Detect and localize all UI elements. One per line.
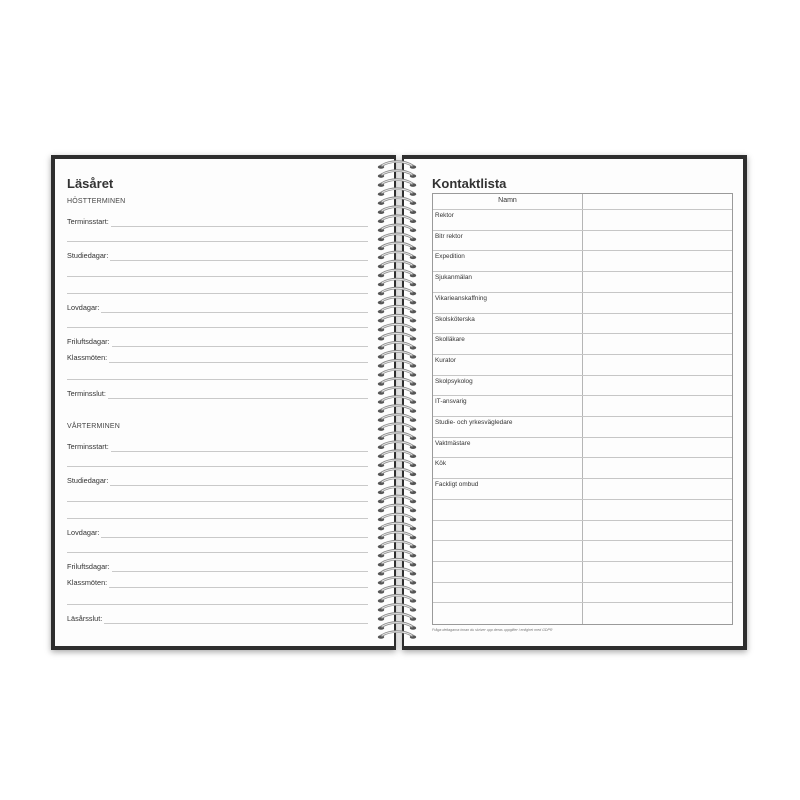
- field-label: Terminsstart:: [67, 442, 109, 451]
- field-label: Terminsslut:: [67, 389, 106, 398]
- field-label: Klassmöten:: [67, 353, 108, 362]
- field-label: Lovdagar:: [67, 528, 100, 537]
- contact-row-label: Skolpsykolog: [435, 377, 473, 385]
- contact-table: [432, 193, 733, 625]
- write-line: [67, 276, 368, 277]
- write-line: [110, 260, 368, 261]
- write-line: [112, 571, 368, 572]
- row-divider: [433, 437, 732, 438]
- write-line: [104, 623, 368, 624]
- contact-row-label: Skolläkare: [435, 336, 465, 344]
- row-divider: [433, 520, 732, 521]
- header-divider: [433, 209, 732, 210]
- contact-list-title: Kontaktlista: [432, 176, 507, 191]
- contact-row-label: Bitr rektor: [435, 232, 463, 240]
- row-divider: [433, 457, 732, 458]
- write-line: [67, 552, 368, 553]
- row-divider: [433, 354, 732, 355]
- row-divider: [433, 333, 732, 334]
- gdpr-footnote: Fråga deltagarna innan du skriver upp deras uppgifter i enlighet med GDPR: [432, 628, 553, 632]
- write-line: [101, 312, 368, 313]
- row-divider: [433, 375, 732, 376]
- row-divider: [433, 292, 732, 293]
- row-divider: [433, 250, 732, 251]
- write-line: [67, 327, 368, 328]
- row-divider: [433, 271, 732, 272]
- row-divider: [433, 416, 732, 417]
- write-line: [110, 485, 368, 486]
- row-divider: [433, 395, 732, 396]
- contact-row-label: Skolsköterska: [435, 315, 475, 323]
- field-label: Lovdagar:: [67, 303, 100, 312]
- section-heading-autumn: HÖSTTERMINEN: [67, 198, 126, 205]
- row-divider: [433, 561, 732, 562]
- contact-row-label: Vikarieanskaffning: [435, 294, 487, 302]
- spiral-binding: [372, 156, 422, 646]
- write-line: [108, 398, 368, 399]
- row-divider: [433, 602, 732, 603]
- column-header-name: Namn: [498, 197, 517, 204]
- page-title: Läsåret: [67, 176, 114, 191]
- write-line: [109, 587, 368, 588]
- write-line: [67, 501, 368, 502]
- write-line: [67, 379, 368, 380]
- row-divider: [433, 313, 732, 314]
- contact-row-label: Sjukanmälan: [435, 274, 472, 282]
- row-divider: [433, 230, 732, 231]
- field-label: Studiedagar:: [67, 476, 109, 485]
- write-line: [67, 604, 368, 605]
- row-divider: [433, 582, 732, 583]
- write-line: [101, 537, 368, 538]
- contact-row-label: Rektor: [435, 212, 454, 219]
- contact-row-label: Kök: [435, 460, 447, 468]
- contact-row-label: Kurator: [435, 356, 456, 364]
- write-line: [67, 466, 368, 467]
- field-label: Läsårsslut:: [67, 614, 103, 623]
- field-label: Terminsstart:: [67, 217, 109, 226]
- row-divider: [433, 478, 732, 479]
- contact-row-label: Vaktmästare: [435, 439, 471, 447]
- left-page: [55, 159, 394, 646]
- row-divider: [433, 499, 732, 500]
- contact-row-label: Studie- och yrkesvägledare: [435, 419, 513, 426]
- write-line: [109, 362, 368, 363]
- column-divider: [582, 194, 583, 624]
- write-line: [67, 293, 368, 294]
- write-line: [112, 346, 368, 347]
- write-line: [111, 451, 368, 452]
- field-label: Friluftsdagar:: [67, 562, 110, 571]
- write-line: [67, 241, 368, 242]
- section-heading-spring: VÅRTERMINEN: [67, 423, 121, 430]
- field-label: Friluftsdagar:: [67, 337, 110, 346]
- field-label: Studiedagar:: [67, 251, 109, 260]
- row-divider: [433, 540, 732, 541]
- field-label: Klassmöten:: [67, 578, 108, 587]
- write-line: [111, 226, 368, 227]
- contact-row-label: Expedition: [435, 253, 465, 261]
- contact-row-label: Fackligt ombud: [435, 481, 479, 489]
- contact-row-label: IT-ansvarig: [435, 398, 467, 406]
- write-line: [67, 518, 368, 519]
